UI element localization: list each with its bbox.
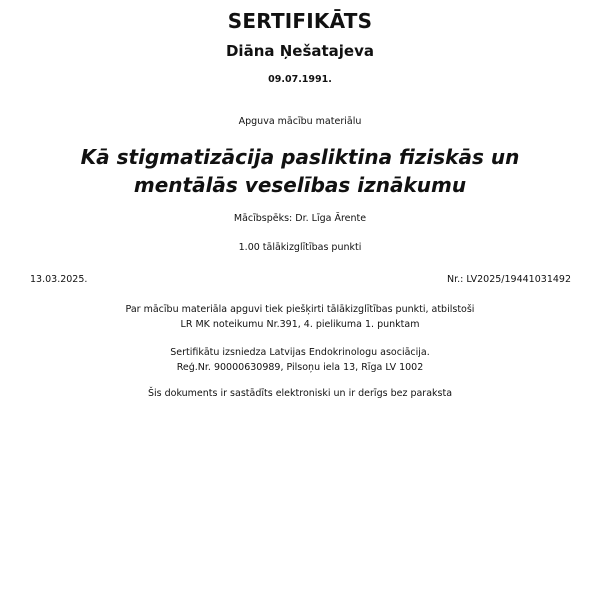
- legal-note: [0, 302, 600, 332]
- legal-note-line: Par mācību materiāla apguvi tiek piešķirti tālākizglītības punkti, atbilstoši: [125, 304, 475, 315]
- issuer-line: Reģ.Nr. 90000630989, Pilsoņu iela 13, Rīga LV 1002: [176, 362, 424, 373]
- issuer-info: [0, 345, 600, 375]
- credit-points: 1.00 tālākizglītības punkti: [238, 242, 362, 253]
- course-title: [0, 143, 600, 199]
- recipient-name: Diāna Ņešatajeva: [225, 42, 375, 60]
- birth-date: 09.07.1991.: [268, 74, 332, 85]
- course-title-line: mentālās veselības iznākumu: [133, 173, 467, 197]
- completed-label: Apguva mācību materiālu: [238, 116, 362, 127]
- course-title-line: Kā stigmatizācija pasliktina fiziskās un: [80, 145, 520, 169]
- validity-note: Šis dokuments ir sastādīts elektroniski un ir derīgs bez paraksta: [147, 388, 453, 399]
- certificate-number: Nr.: LV2025/19441031492: [447, 274, 571, 285]
- legal-note-line: LR MK noteikumu Nr.391, 4. pielikuma 1. punktam: [180, 319, 420, 330]
- issuer-line: Sertifikātu izsniedza Latvijas Endokrinologu asociācija.: [170, 347, 430, 358]
- lecturer: Mācībspēks: Dr. Līga Ārente: [233, 213, 367, 224]
- certificate-title: SERTIFIKĀTS: [227, 9, 373, 33]
- issue-date: 13.03.2025.: [30, 274, 88, 285]
